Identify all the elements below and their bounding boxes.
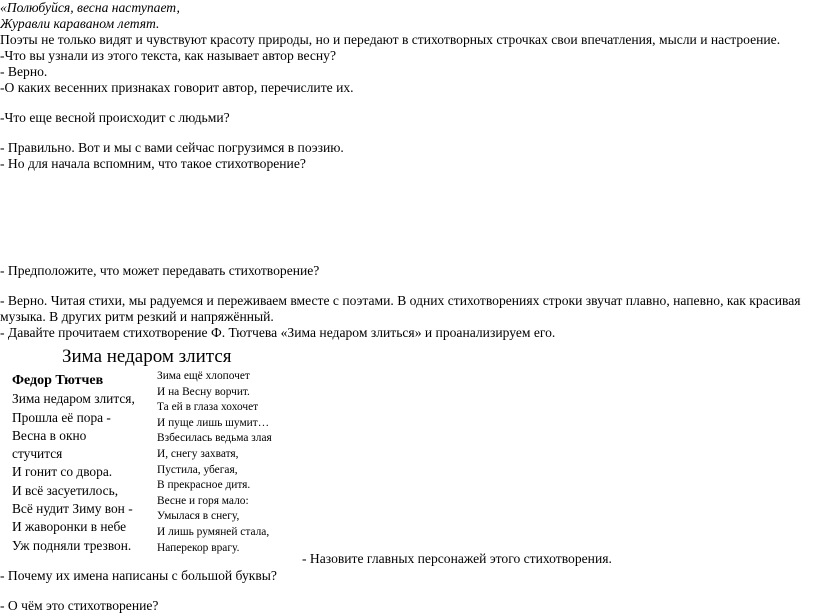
- reply-poetry: - Правильно. Вот и мы с вами сейчас погрузимся в поэзию.: [0, 140, 344, 155]
- poem-line: В прекрасное дитя.: [157, 479, 251, 492]
- poem-line: Та ей в глаза хохочет: [157, 401, 259, 414]
- paragraph-poets: Поэты не только видят и чувствуют красоту природы, но и передают в стихотворных строчках свои впечатления, мысли и настроение.: [0, 32, 781, 47]
- epigraph-line-1: «Полюбуйся, весна наступает,: [0, 0, 180, 15]
- poem-line: Умылася в снегу,: [157, 510, 240, 523]
- poem-title: Зима недаром злится: [62, 346, 232, 367]
- question-people-spring: -Что еще весной происходит с людьми?: [0, 110, 230, 125]
- poem-line: И лишь румяней стала,: [157, 525, 270, 538]
- question-capital-letters: - Почему их имена написаны с большой буквы?: [0, 568, 277, 583]
- poem-author: Федор Тютчев: [12, 373, 104, 388]
- epigraph-line-2: Журавли караваном летят.: [0, 16, 160, 31]
- poem-line: Зима недаром злится,: [12, 391, 135, 407]
- poem-line: Весна в окно: [12, 427, 87, 443]
- poem-line: И пуще лишь шумит…: [157, 416, 270, 429]
- question-poem-about: - О чём это стихотворение?: [0, 598, 159, 613]
- question-spring-name: -Что вы узнали из этого текста, как называет автор весну?: [0, 48, 337, 63]
- poem-line: И жаворонки в небе: [12, 519, 127, 535]
- poem-line: И на Весну ворчит.: [157, 385, 250, 398]
- question-poem-conveys: - Предположите, что может передавать стихотворение?: [0, 263, 320, 278]
- poem-line: И гонит со двора.: [12, 464, 113, 480]
- poem-left-column: [12, 372, 135, 555]
- poem-line: И, снегу захватя,: [157, 447, 239, 460]
- poem-right-column: [157, 369, 272, 556]
- poem-line: Взбесилась ведьма злая: [157, 432, 272, 445]
- poem-line: стучится: [12, 446, 63, 462]
- poem-line: И всё засуетилось,: [12, 482, 119, 498]
- question-spring-signs: -О каких весенних признаках говорит автор, перечислите их.: [0, 80, 354, 95]
- poem-line: Прошла её пора -: [12, 409, 111, 425]
- question-main-characters: - Назовите главных персонажей этого стихотворения.: [302, 551, 612, 566]
- poem-line: Наперекор врагу.: [157, 541, 240, 554]
- poem-line: Уж подняли трезвон.: [12, 537, 132, 553]
- paragraph-reading-poems: - Верно. Читая стихи, мы радуемся и переживаем вместе с поэтами. В одних стихотворениях строки звучат плавно, напевно, как красивая музыка. В других ритм резкий и напряжённый.: [0, 293, 801, 324]
- paragraph-tyutchev-intro: - Давайте прочитаем стихотворение Ф. Тютчева «Зима недаром злиться» и проанализируем его.: [0, 325, 556, 340]
- poem-line: Зима ещё хлопочет: [157, 370, 250, 382]
- reply-correct: - Верно.: [0, 64, 48, 79]
- question-what-is-poem: - Но для начала вспомним, что такое стихотворение?: [0, 156, 306, 171]
- poem-line: Пустила, убегая,: [157, 463, 238, 476]
- poem-line: Весне и горя мало:: [157, 494, 249, 507]
- poem-line: Всё нудит Зиму вон -: [12, 501, 133, 517]
